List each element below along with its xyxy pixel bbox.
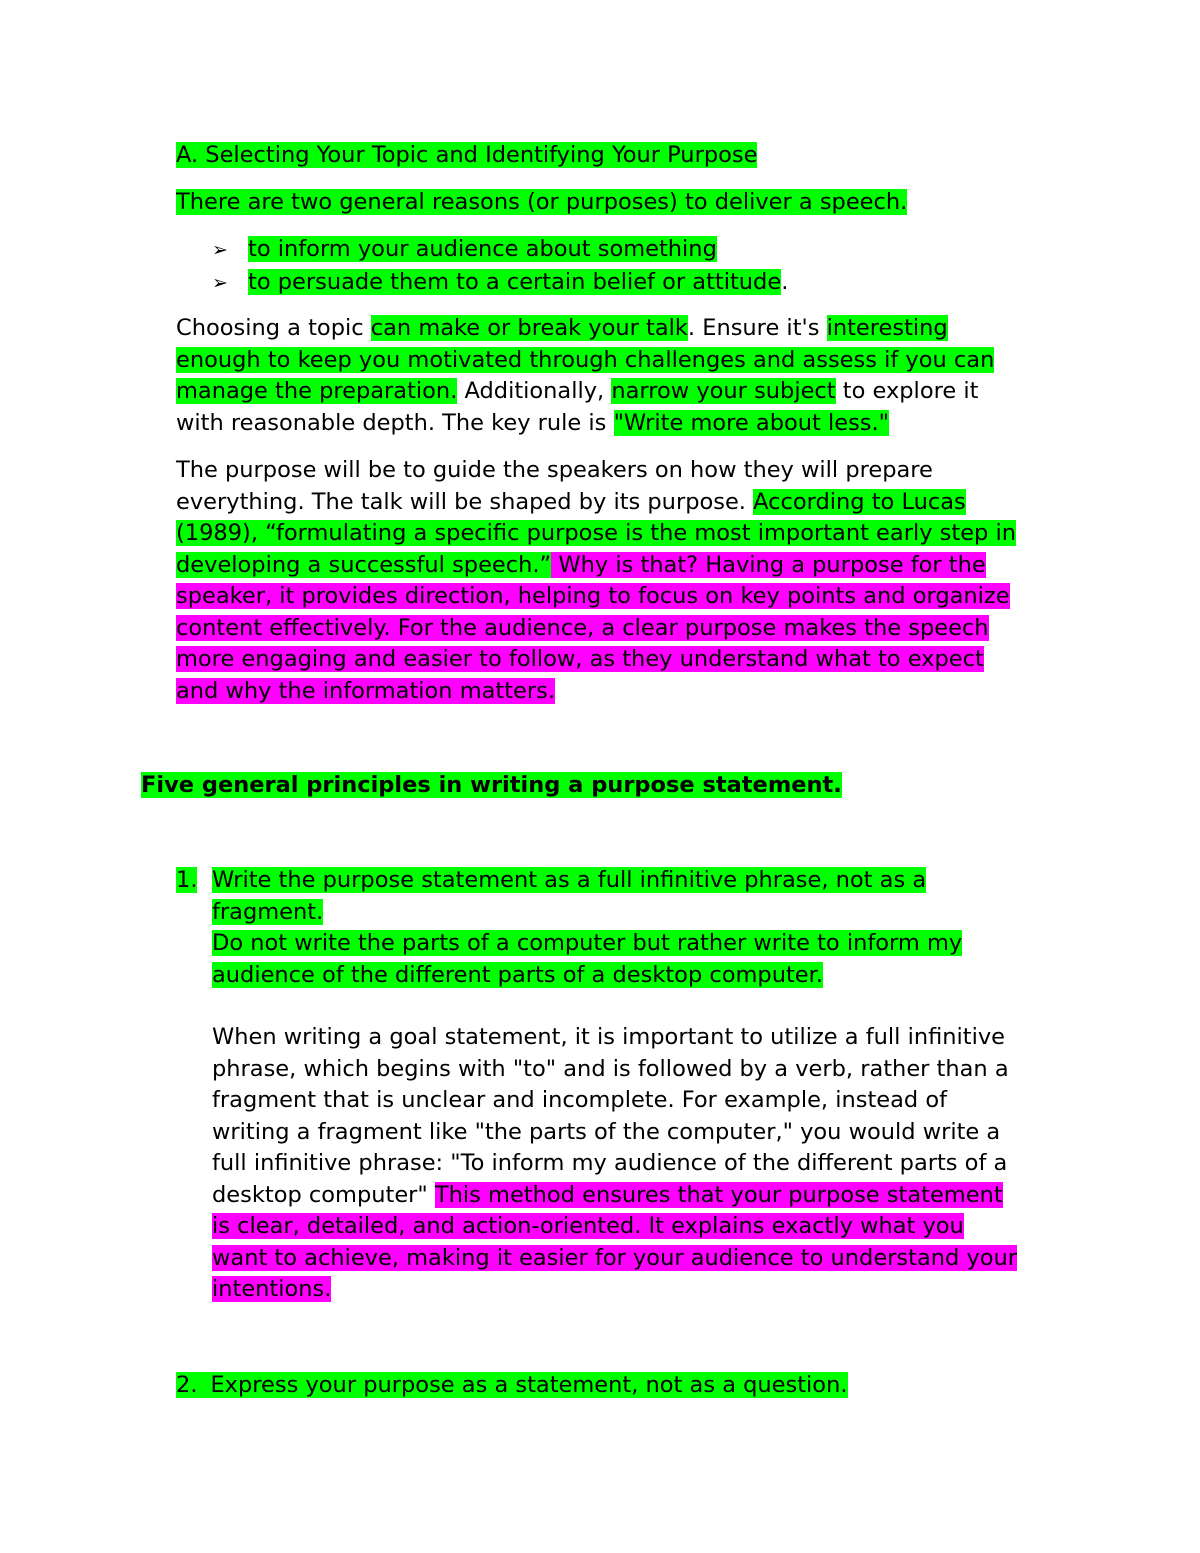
list-item: ➢ to persuade them to a certain belief or attitude.: [212, 267, 788, 300]
arrow-bullet-icon: ➢: [212, 239, 228, 261]
principle-1-explanation: When writing a goal statement, it is important to utilize a full infinitive phrase, which begins with "to" and is followed by a verb, rather than a fragment that is unclear and incomplete. For example, instead of writing a fragment like "the parts of the computer," you would write a full infinitive phrase: "To inform my audience of the different parts of a desktop computer" This method ensures that your purpose statement is clear, detailed, and action-oriented. It explains exactly what you want to achieve, making it easier for your audience to understand your intentions.: [212, 1024, 1018, 1302]
purpose-bullet-list: [212, 234, 788, 299]
section-a-intro: There are two general reasons (or purposes) to deliver a speech.: [176, 189, 908, 215]
section-a-heading: A. Selecting Your Topic and Identifying Your Purpose: [176, 142, 758, 168]
principle-1-number: 1.: [176, 867, 198, 893]
arrow-bullet-icon: ➢: [212, 271, 228, 294]
principles-heading: Five general principles in writing a purpose statement.: [141, 772, 842, 798]
topic-paragraph: Choosing a topic can make or break your talk. Ensure it's interesting enough to keep you motivated through challenges and assess if you can manage the preparation. Additionally, narrow your subject to explore it with reasonable depth. The key rule is "Write more about less.": [176, 315, 995, 436]
principle-2-text: Express your purpose as a statement, not as a question.: [210, 1372, 848, 1398]
principle-1-body: Write the purpose statement as a full infinitive phrase, not as a fragment. Do not write the parts of a computer but rather write to inform my audience of the different parts of a desktop computer.: [212, 867, 963, 988]
list-item: ➢ to inform your audience about something: [212, 234, 788, 267]
principle-2-number: 2.: [176, 1372, 198, 1398]
principle-2: [176, 1370, 848, 1402]
purpose-paragraph: The purpose will be to guide the speakers on how they will prepare everything. The talk will be shaped by its purpose. According to Lucas (1989), “formulating a specific purpose is the most important early step in developing a successful speech.” Why is that? Having a purpose for the speaker, it provides direction, helping to focus on key points and organize content effectively. For the audience, a clear purpose makes the speech more engaging and easier to follow, as they understand what to expect and why the information matters.: [176, 457, 1016, 704]
